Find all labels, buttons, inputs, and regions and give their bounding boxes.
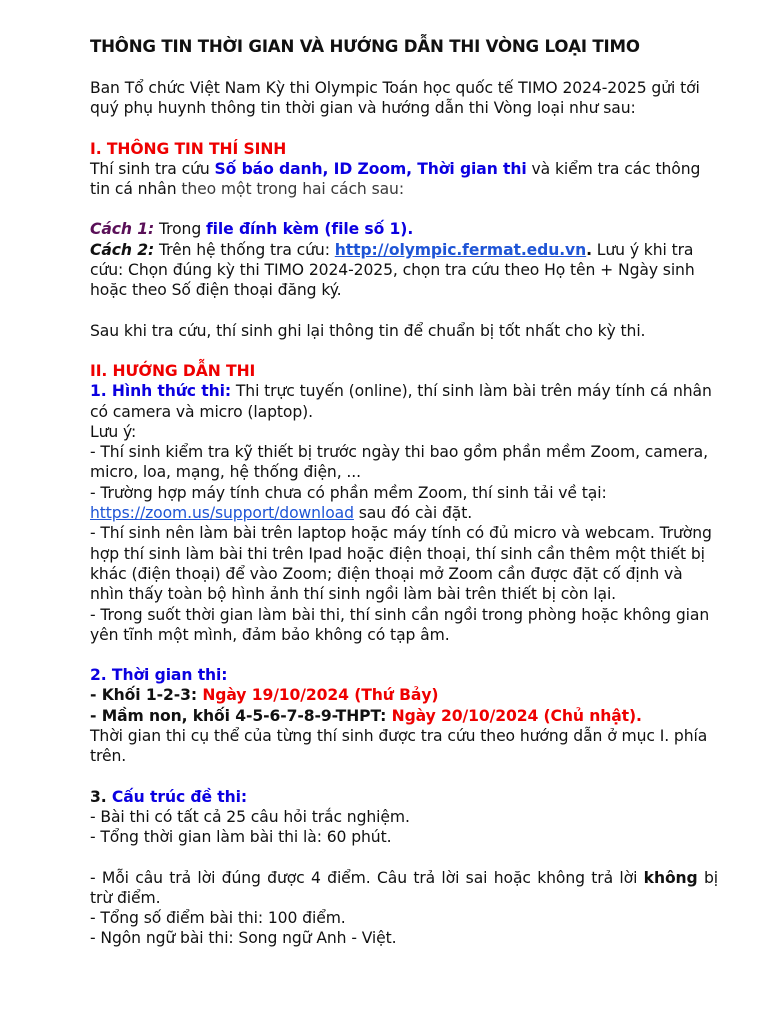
time1-label: - Khối 1-2-3: <box>90 686 203 705</box>
method2-text: Trên hệ thống tra cứu: <box>154 240 335 259</box>
intro-paragraph: Ban Tổ chức Việt Nam Kỳ thi Olympic Toán học quốc tế TIMO 2024-2025 gửi tới quý phụ huynh thông tin thời gian và hướng dẫn thi Vòng loại như sau: <box>90 79 700 118</box>
section2-heading: II. HƯỚNG DẪN THI <box>90 361 256 380</box>
time2-date: Ngày 20/10/2024 (Chủ nhật). <box>391 706 642 725</box>
method2-rest: Lưu ý khi tra cứu: Chọn đúng kỳ thi TIMO 2024-2025, chọn tra cứu theo Họ tên + Ngày sinh hoặc theo Số điện thoại đăng ký. <box>90 240 695 300</box>
method2-paragraph <box>90 240 718 301</box>
exam-time-note: Thời gian thi cụ thể của từng thí sinh được tra cứu theo hướng dẫn ở mục I. phía trên. <box>90 727 708 766</box>
note-item-1: - Thí sinh kiểm tra kỹ thiết bị trước ngày thi bao gồm phần mềm Zoom, camera, micro, loa, mạng, hệ thống điện, ... <box>90 443 708 482</box>
structure-number: 3. <box>90 787 107 806</box>
time1-date: Ngày 19/10/2024 (Thứ Bảy) <box>202 686 439 705</box>
structure-item-2: - Tổng thời gian làm bài thi là: 60 phút. <box>90 828 392 847</box>
exam-time-row-1 <box>90 685 718 705</box>
zoom-download-link[interactable]: https://zoom.us/support/download <box>90 504 354 523</box>
lookup-text-c: và kiểm tra các thông tin cá nhân <box>90 159 701 199</box>
lookup-text-a: Thí sinh tra cứu <box>90 159 215 178</box>
after-lookup-paragraph: Sau khi tra cứu, thí sinh ghi lại thông tin để chuẩn bị tốt nhất cho kỳ thi. <box>90 321 646 340</box>
time2-label: - Mầm non, khối 4-5-6-7-8-9-THPT: <box>90 706 392 725</box>
method1-paragraph <box>90 219 718 239</box>
note-item-2 <box>90 483 718 524</box>
scoring-bold: không <box>643 868 698 887</box>
lookup-highlight: Số báo danh, ID Zoom, Thời gian thi <box>214 159 527 178</box>
scoring-text-a: - Mỗi câu trả lời đúng được 4 điểm. Câu trả lời sai hoặc không trả lời <box>90 868 644 887</box>
method2-dot: . <box>586 240 592 259</box>
method1-file: file đính kèm (file số 1). <box>205 220 414 239</box>
exam-form-text: Thi trực tuyến (online), thí sinh làm bài trên máy tính cá nhân có camera và micro (laptop). <box>90 382 712 421</box>
section1-lookup-paragraph <box>90 159 718 200</box>
document-title: THÔNG TIN THỜI GIAN VÀ HƯỚNG DẪN THI VÒNG LOẠI TIMO <box>90 37 640 56</box>
structure-item-1: - Bài thi có tất cả 25 câu hỏi trắc nghiệm. <box>90 807 410 826</box>
note-label: Lưu ý: <box>90 422 137 441</box>
method1-text: Trong <box>154 220 206 239</box>
scoring-text-b: bị trừ điểm. <box>90 868 718 907</box>
section1-heading: I. THÔNG TIN THÍ SINH <box>90 139 287 158</box>
method2-label: Cách 2: <box>90 240 155 259</box>
olympic-lookup-link[interactable]: http://olympic.fermat.edu.vn <box>334 240 587 259</box>
note2-text-b: sau đó cài đặt. <box>353 504 473 523</box>
lookup-text-d: theo một trong hai cách sau: <box>176 180 404 199</box>
note-item-4: - Trong suốt thời gian làm bài thi, thí sinh cần ngồi trong phòng hoặc không gian yên tĩnh một mình, đảm bảo không có tạp âm. <box>90 605 710 644</box>
scoring-paragraph <box>90 868 718 909</box>
note-item-3: - Thí sinh nên làm bài trên laptop hoặc máy tính có đủ micro và webcam. Trường hợp thí sinh làm bài thi trên Ipad hoặc điện thoại, thí sinh cần thêm một thiết bị khác (điện thoại) để vào Zoom; điện thoại mở Zoom cần được đặt cố định và nhìn thấy toàn bộ hình ảnh thí sinh ngồi làm bài trên thiết bị còn lại. <box>90 524 712 604</box>
note2-text-a: - Trường hợp máy tính chưa có phần mềm Zoom, thí sinh tải về tại: <box>90 483 607 502</box>
exam-form-paragraph <box>90 381 718 422</box>
exam-form-label: 1. Hình thức thi: <box>90 382 231 401</box>
exam-time-row-2 <box>90 706 718 726</box>
total-score-item: - Tổng số điểm bài thi: 100 điểm. <box>90 909 346 928</box>
exam-time-label: 2. Thời gian thi: <box>90 666 228 685</box>
method1-label: Cách 1: <box>90 220 155 239</box>
language-item: - Ngôn ngữ bài thi: Song ngữ Anh - Việt. <box>90 929 397 948</box>
structure-label: Cấu trúc đề thi: <box>106 787 248 806</box>
exam-structure-heading <box>90 787 718 807</box>
